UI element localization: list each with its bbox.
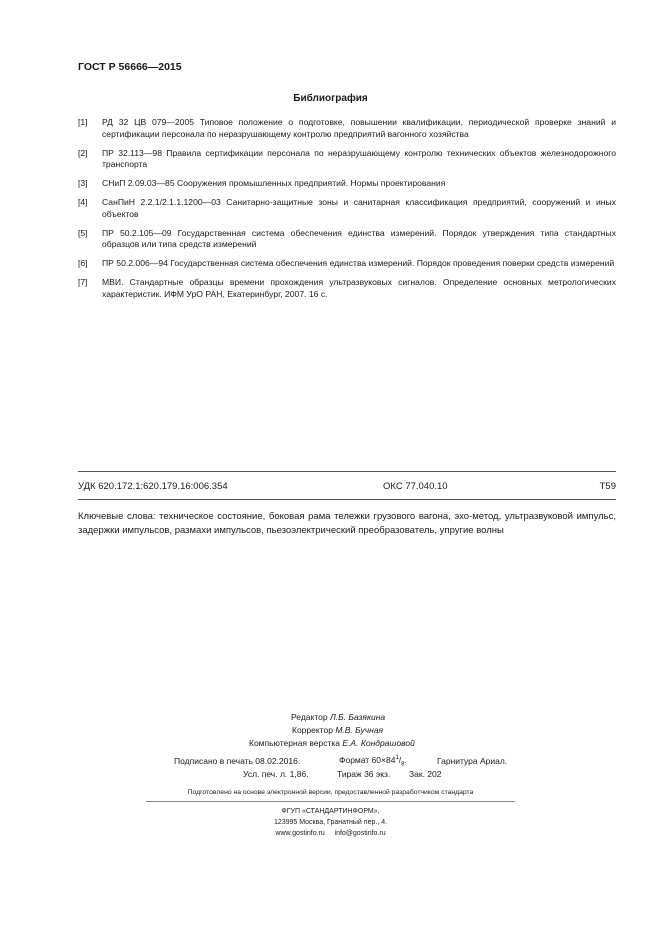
bibliography-title: Библиография — [293, 93, 368, 104]
signed-date: Подписано в печать 08.02.2016. — [174, 756, 301, 766]
bibliography-item-text: ПР 50.2.105—09 Государственная система обеспечения единства измерений. Порядок утверждения типа стандартных образцов или типа средств измерений — [102, 227, 616, 249]
bibliography-item-text: ПР 32.113—98 Правила сертификации персонала по неразрушающему контролю технических объектов железнодорожного транспорта — [102, 147, 616, 169]
bibliography-item — [78, 178, 616, 190]
bibliography-item — [78, 197, 616, 220]
preparation-note: Подготовлено на основе электронной версии, предоставленной разработчиком стандарта — [187, 789, 474, 796]
bibliography-item-number: [2] — [78, 147, 88, 158]
editor-line — [0, 711, 661, 724]
layout-name: Е.А. Кондрашовой — [342, 738, 415, 748]
printed-sheets: Усл. печ. л. 1,86. — [243, 769, 309, 779]
bibliography-item-text: ПР 50.2.006—94 Государственная система обеспечения единства измерений. Порядок проведения поверки средств измерений — [102, 258, 615, 268]
editor-label: Редактор — [291, 712, 328, 722]
bibliography-item-number: [6] — [78, 258, 88, 268]
typeface: Гарнитура Ариал. — [437, 756, 508, 766]
divider-middle — [78, 499, 616, 500]
format-numerator: 1 — [395, 755, 399, 762]
publisher-contacts: www.gostinfo.ru info@gostinfo.ru — [275, 830, 386, 837]
bibliography-item-text: СанПиН 2.2.1/2.1.1.1200—03 Санитарно-защитные зоны и санитарная классификация предприятий, сооружений и иных объектов — [102, 197, 616, 219]
keywords-paragraph: Ключевые слова: техническое состояние, боковая рама тележки грузового вагона, эхо-метод, ультразвуковой импульс, задержки импульсов, размахи импульсов, пьезоэлектрический преобразователь, упругие волны — [78, 511, 616, 536]
order-number: Зак. 202 — [409, 769, 442, 779]
layout-label: Компьютерная верстка — [249, 738, 341, 748]
corrector-name: М.В. Бучная — [335, 725, 384, 735]
bibliography-list — [78, 117, 616, 308]
bibliography-item — [78, 117, 616, 140]
bibliography-item-text: РД 32 ЦВ 079—2005 Типовое положение о подготовке, повышении квалификации, периодической проверке знаний и сертификации персонала по неразрушающему контролю предприятий вагонного хозяйства — [102, 117, 616, 139]
bibliography-item — [78, 258, 616, 270]
paper-format — [339, 755, 407, 768]
bibliography-item — [78, 228, 616, 251]
editor-name: Л.Б. Базякина — [329, 712, 386, 722]
corrector-label: Корректор — [292, 725, 333, 735]
bibliography-item-number: [5] — [78, 227, 88, 238]
publisher-address: 123995 Москва, Гранатный пер., 4. — [273, 819, 388, 826]
layout-line — [0, 737, 661, 750]
divider-top — [78, 471, 616, 472]
bibliography-item-number: [1] — [78, 117, 88, 127]
udk-code: УДК 620.172.1:620.179.16:006.354 — [78, 481, 228, 492]
divider-bottom — [146, 801, 515, 802]
bibliography-item — [78, 277, 616, 300]
format-suffix: . — [404, 755, 407, 765]
format-separator: / — [398, 755, 402, 765]
bibliography-item-number: [7] — [78, 277, 88, 287]
corrector-line — [0, 724, 661, 737]
bibliography-item-text: СНиП 2.09.03—85 Сооружения промышленных предприятий. Нормы проектирования — [102, 178, 446, 188]
bibliography-item-number: [4] — [78, 197, 88, 207]
bibliography-item-number: [3] — [78, 178, 88, 188]
document-code: ГОСТ Р 56666—2015 — [78, 61, 182, 73]
format-denominator: 8 — [401, 761, 405, 768]
print-run: Тираж 36 экз. — [337, 769, 391, 779]
publisher-name: ФГУП «СТАНДАРТИНФОРМ», — [281, 808, 380, 815]
category-code: Т59 — [599, 481, 616, 492]
bibliography-item — [78, 148, 616, 171]
oks-code: ОКС 77.040.10 — [383, 481, 448, 492]
bibliography-item-text: МВИ. Стандартные образцы времени прохождения ультразвуковых сигналов. Определение основных метрологических характеристик. ИФМ УрО РАН, Екатеринбург, 2007. 16 с. — [102, 277, 616, 299]
format-prefix: Формат 60×84 — [339, 755, 396, 765]
